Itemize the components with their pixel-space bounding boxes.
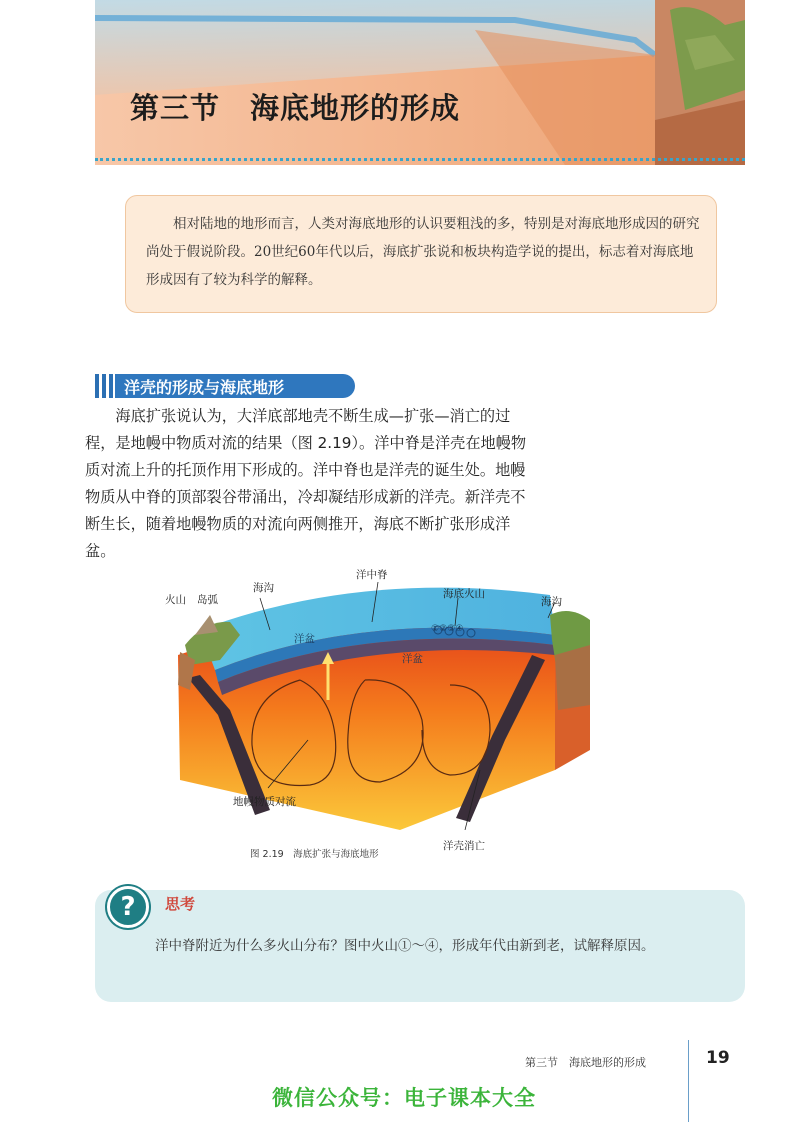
label-seamount-numbers: ①②③④ [431, 624, 464, 634]
label-ridge: 洋中脊 [356, 569, 388, 581]
section-body: 海底扩张说认为，大洋底部地壳不断生成—扩张—消亡的过程，是地幔中物质对流的结果（图 2.19）。洋中脊是洋壳在地幔物质对流上升的托顶作用下形成的。洋中脊也是洋壳的诞生处。地幔物质从中脊的顶部裂谷带涌出，冷却凝结形成新的洋壳。新洋壳不断生长，随着地幔物质的对流向两侧推开，海底不断扩张形成洋盆。 [85, 407, 527, 560]
label-volcano: 火山 [165, 594, 186, 606]
question-icon: ? [107, 886, 149, 928]
label-trench-left: 海沟 [253, 582, 274, 594]
think-title: 思考 [165, 895, 196, 913]
page-title: 第三节 海底地形的形成 [130, 91, 461, 125]
intro-text: 相对陆地的地形而言，人类对海底地形的认识要粗浅的多，特别是对海底地形成因的研究尚处于假说阶段。20世纪60年代以后，海底扩张说和板块构造学说的提出，标志着对海底地形成因有了较为科学的解释。 [146, 216, 700, 288]
label-mantle-convection: 地幔物质对流 [233, 796, 296, 808]
label-seamount: 海底火山 [443, 588, 485, 600]
footer-rule [688, 1040, 689, 1122]
header-banner [95, 0, 745, 165]
section-title: 洋壳的形成与海底地形 [124, 378, 285, 397]
watermark-text: 微信公众号：电子课本大全 [272, 1086, 536, 1110]
seafloor-spreading-figure [160, 560, 600, 830]
label-basin-right: 洋盆 [402, 653, 423, 665]
label-island-arc: 岛弧 [197, 594, 218, 606]
label-trench-right: 海沟 [541, 596, 562, 608]
label-basin-left: 洋盆 [294, 633, 315, 645]
page-number: 19 [706, 1048, 730, 1068]
label-subduction: 洋壳消亡 [443, 840, 485, 852]
figure-caption: 图 2.19 海底扩张与海底地形 [250, 849, 379, 860]
think-text: 洋中脊附近为什么多火山分布？图中火山①～④，形成年代由新到老，试解释原因。 [155, 938, 655, 954]
footer-section: 第三节 海底地形的形成 [525, 1056, 646, 1069]
header-divider [95, 158, 745, 161]
